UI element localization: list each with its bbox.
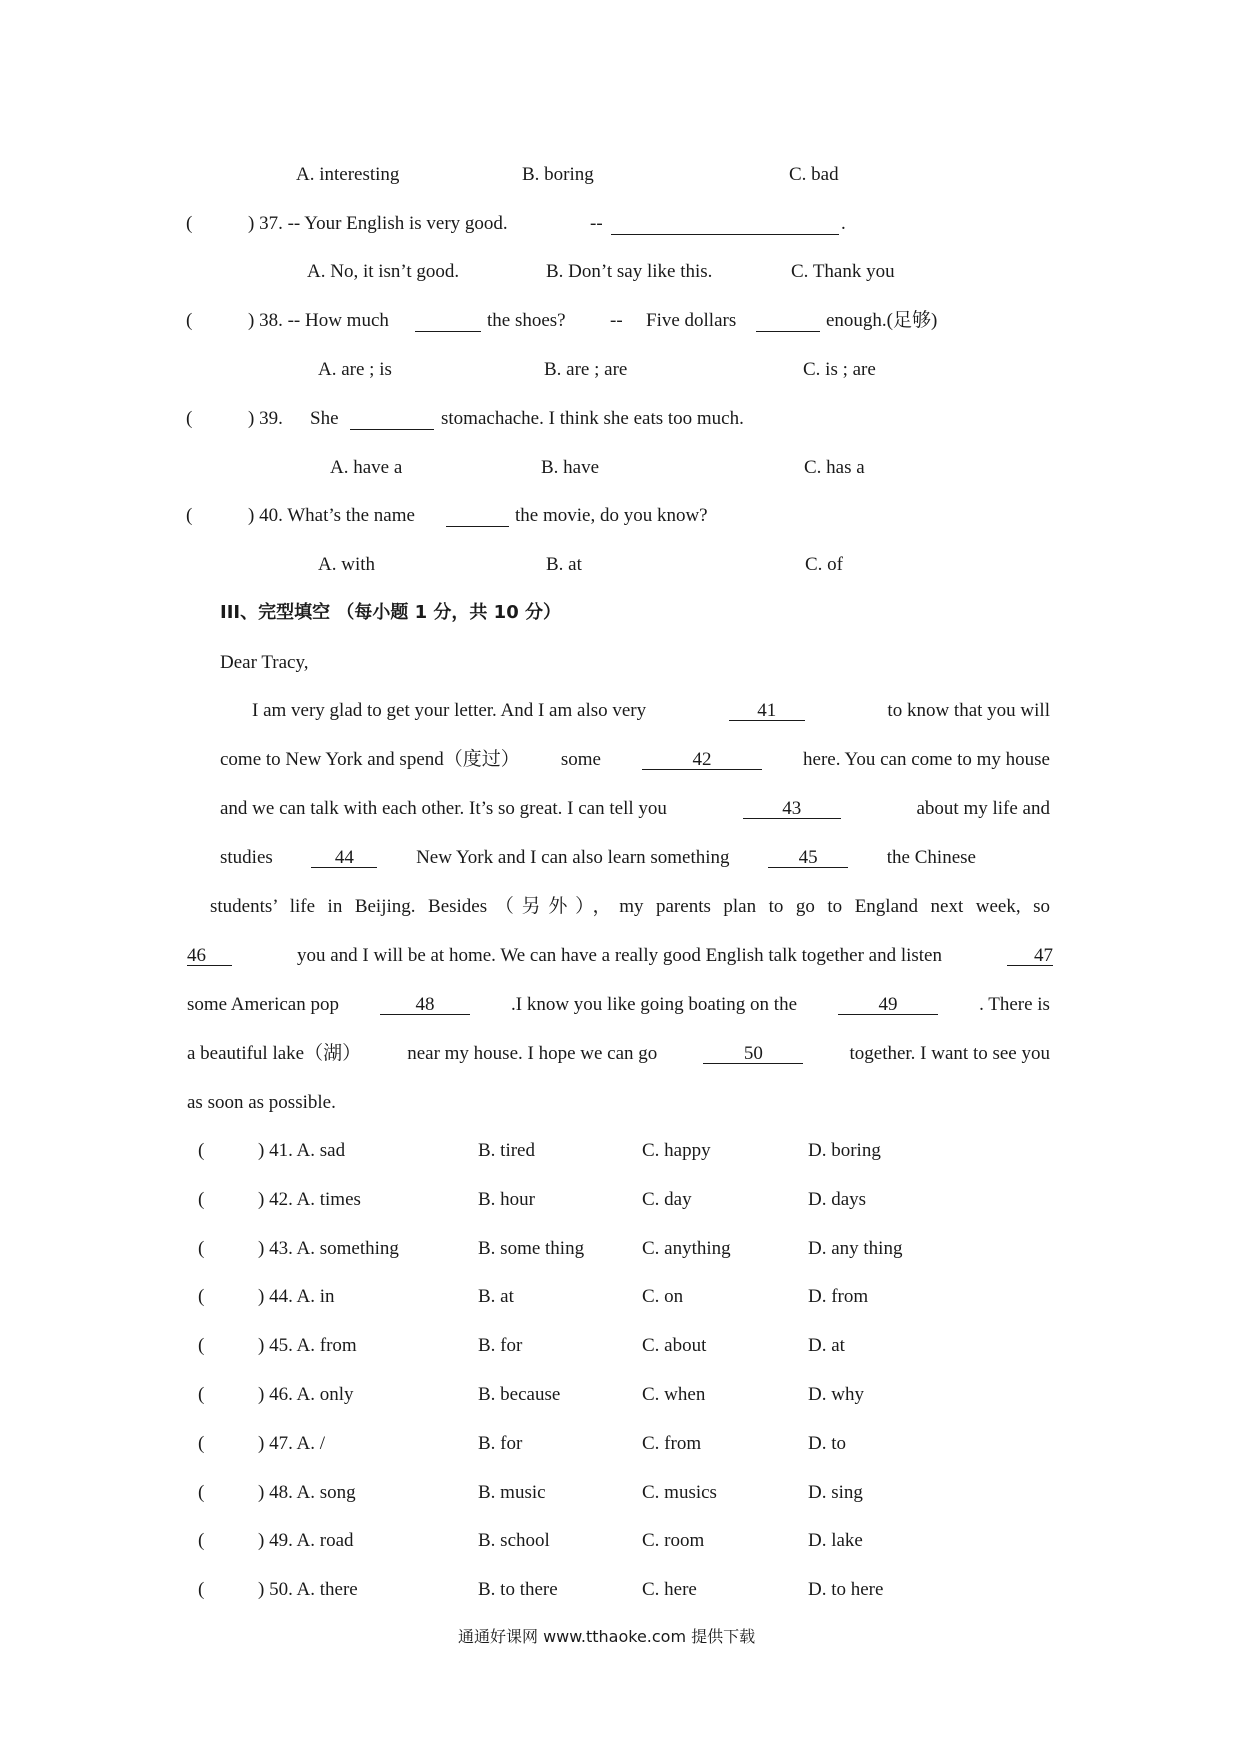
q36-option-a: A. interesting [296,164,400,185]
option-d: D. at [808,1335,845,1356]
blank-42: 42 [642,750,762,770]
q38-stem-2: the shoes? [487,310,566,331]
passage-line-7 [187,995,1050,1015]
q39-option-a: A. have a [330,457,403,478]
blank-43: 43 [743,799,841,819]
option-a: ) 47. A. / [258,1433,326,1454]
blank-49: 49 [838,995,938,1015]
passage-line-9: as soon as possible. [187,1092,336,1113]
option-a: ) 49. A. road [258,1530,354,1551]
q36-option-b: B. boring [522,164,594,185]
blank-44: 44 [311,848,377,868]
q39-stem-2: She [310,408,339,429]
q40-option-b: B. at [546,554,582,575]
q36-option-c: C. bad [789,164,839,185]
passage-text: you and I will be at home. We can have a really good English talk together and listen [297,945,942,966]
passage-text: come to New York and spend（度过） [220,749,520,770]
option-b: B. some thing [478,1238,585,1259]
q38-dash: -- [610,310,623,331]
q38-blank-1 [415,311,481,332]
passage-text: and we can talk with each other. It’s so great. I can tell you [220,798,667,819]
q38-option-a: A. are ; is [318,359,392,380]
option-c: C. here [642,1579,697,1600]
option-a: ) 45. A. from [258,1335,357,1356]
passage-text: studies [220,847,273,868]
passage-text: to know that you will [887,700,1050,721]
q37-answer-blank [611,214,839,235]
q38-stem-1: ) 38. -- How much [248,310,389,331]
blank-46: 46 [187,946,232,966]
passage-text: together. I want to see you [849,1043,1050,1064]
footer-credit: 通通好课网 www.tthaoke.com 提供下载 [458,1627,756,1646]
option-c: C. day [642,1189,692,1210]
blank-41: 41 [729,701,805,721]
passage-text: here. You can come to my house [803,749,1050,770]
option-c: C. anything [642,1238,731,1259]
option-b: B. music [478,1482,546,1503]
option-c: C. about [642,1335,707,1356]
option-b: B. school [478,1530,550,1551]
passage-line-5 [210,897,1050,916]
q40-option-a: A. with [318,554,375,575]
passage-text: about my life and [916,798,1050,819]
passage-text: I am very glad to get your letter. And I am also very [252,700,647,721]
option-a: ) 42. A. times [258,1189,361,1210]
q37-stem: ) 37. -- Your English is very good. [248,213,508,234]
q37-dash: -- [590,213,603,234]
q37-option-b: B. Don’t say like this. [546,261,713,282]
q40-stem-2: the movie, do you know? [515,505,708,526]
q38-stem-3: Five dollars [646,310,737,331]
option-d: D. to [808,1433,846,1454]
option-c: C. from [642,1433,702,1454]
q40-stem-1: ) 40. What’s the name [248,505,415,526]
q38-paren: ( [186,310,193,331]
passage-text: a beautiful lake（湖） [187,1043,362,1064]
answer-paren: ( [198,1335,205,1356]
option-b: B. at [478,1286,514,1307]
q37-option-c: C. Thank you [791,261,895,282]
q40-paren: ( [186,505,193,526]
option-b: B. for [478,1433,523,1454]
answer-paren: ( [198,1286,205,1307]
q40-option-c: C. of [805,554,843,575]
q38-option-c: C. is ; are [803,359,876,380]
blank-45: 45 [768,848,848,868]
q38-option-b: B. are ; are [544,359,628,380]
q38-stem-4: enough.(足够) [826,310,938,331]
option-a: ) 41. A. sad [258,1140,346,1161]
option-d: D. any thing [808,1238,903,1259]
option-b: B. hour [478,1189,535,1210]
answer-paren: ( [198,1579,205,1600]
passage-line-1 [252,701,1050,721]
answer-paren: ( [198,1530,205,1551]
option-c: C. on [642,1286,684,1307]
q40-blank [446,506,509,527]
answer-paren: ( [198,1482,205,1503]
option-d: D. boring [808,1140,881,1161]
option-c: C. musics [642,1482,717,1503]
q38-blank-2 [756,311,820,332]
q39-paren: ( [186,408,193,429]
option-d: D. sing [808,1482,863,1503]
blank-48: 48 [380,995,470,1015]
option-a: ) 46. A. only [258,1384,354,1405]
option-a: ) 44. A. in [258,1286,335,1307]
passage-text: some [560,749,601,770]
blank-50: 50 [703,1044,803,1064]
option-c: C. room [642,1530,705,1551]
option-d: D. why [808,1384,864,1405]
option-b: B. tired [478,1140,535,1161]
answer-paren: ( [198,1433,205,1454]
passage-line-4 [220,848,976,868]
option-a: ) 43. A. something [258,1238,399,1259]
q37-option-a: A. No, it isn’t good. [307,261,460,282]
option-d: D. days [808,1189,867,1210]
answer-paren: ( [198,1140,205,1161]
passage-text: the Chinese [886,847,976,868]
section-heading: III、完型填空 （每小题 1 分，共 10 分） [220,602,561,623]
answer-paren: ( [198,1189,205,1210]
option-b: B. to there [478,1579,558,1600]
option-c: C. when [642,1384,706,1405]
passage-line-3 [220,799,1050,819]
passage-text: New York and I can also learn something [416,847,730,868]
answer-paren: ( [198,1384,205,1405]
option-d: D. from [808,1286,869,1307]
passage-text: .I know you like going boating on the [511,994,798,1015]
passage-line-8 [187,1044,1050,1064]
passage-text: some American pop [187,994,339,1015]
option-a: ) 50. A. there [258,1579,358,1600]
passage-text: . There is [979,994,1050,1015]
option-a: ) 48. A. song [258,1482,356,1503]
q37-paren: ( [186,213,193,234]
passage-line-2 [220,750,1050,770]
passage-text: near my house. I hope we can go [407,1043,658,1064]
q39-stem-3: stomachache. I think she eats too much. [441,408,744,429]
q39-stem-1: ) 39. [248,408,283,429]
q37-end: . [841,213,846,234]
blank-47: 47 [1007,946,1053,966]
option-b: B. because [478,1384,561,1405]
answer-paren: ( [198,1238,205,1259]
q39-blank [350,409,434,430]
passage-line-6 [187,946,1053,966]
q39-option-b: B. have [541,457,600,478]
option-c: C. happy [642,1140,711,1161]
option-d: D. to here [808,1579,884,1600]
letter-greeting: Dear Tracy, [220,652,309,673]
option-d: D. lake [808,1530,863,1551]
q39-option-c: C. has a [804,457,865,478]
option-b: B. for [478,1335,523,1356]
passage-text: students’ life in Beijing. Besides（另外），my parents plan to go to England next week, so [210,896,1050,917]
